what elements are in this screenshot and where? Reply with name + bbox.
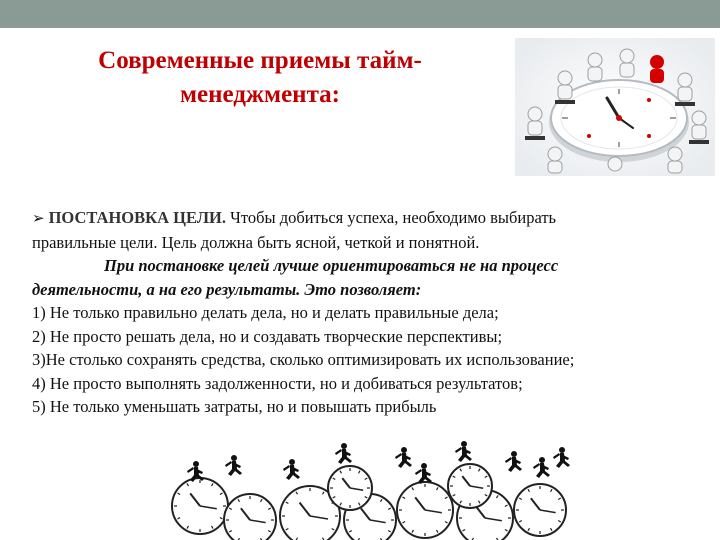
title-line-2: менеджмента: [179,81,340,108]
runner-icon [335,443,352,464]
clock-icon [224,494,276,540]
clock-icon [448,464,492,508]
bullet-text-1: Чтобы добиться успеха, необходимо выбирать [226,208,557,227]
clock-icon [514,484,566,536]
runner-icon [533,457,550,478]
runner-icon [187,461,204,482]
emphasis-line-2: деятельности, а на его результаты. Это позволяет: [32,279,422,299]
list-item: 5) Не только уменьшать затраты, но и повышать прибыль [32,397,437,416]
clock-icon [172,478,228,534]
clock-icon [397,482,453,538]
slide-title [40,44,480,112]
bullet-lead: ПОСТАНОВКА ЦЕЛИ. [48,208,227,227]
top-bar [0,0,720,28]
runner-icon [553,447,570,468]
runner-icon [455,441,472,462]
slide-body [32,206,720,419]
list-item: 2) Не просто решать дела, но и создавать творческие перспективы; [32,326,503,346]
bullet-line [32,206,720,231]
meeting-clock-illustration [515,38,715,176]
runner-icon [505,451,522,472]
runners-on-clocks-illustration [170,436,570,540]
runner-icon [283,459,300,480]
title-line-1: Современные приемы тайм- [98,47,422,74]
runner-icon [415,463,432,484]
runner-icon [225,455,242,476]
arrow-bullet-icon: ➢ [32,209,45,227]
list-item: 4) Не просто выполнять задолженности, но и добиваться результатов; [32,373,523,393]
list-item: 1) Не только правильно делать дела, но и делать правильные дела; [32,303,499,322]
runner-icon [395,447,412,468]
list-item: 3)Не столько сохранять средства, сколько оптимизировать их использование; [32,350,575,369]
clock-icon [328,466,372,510]
emphasis-line-1: При постановке целей лучше ориентироваться не на процесс [104,256,559,275]
bullet-text-2: правильные цели. Цель должна быть ясной, четкой и понятной. [32,232,480,252]
